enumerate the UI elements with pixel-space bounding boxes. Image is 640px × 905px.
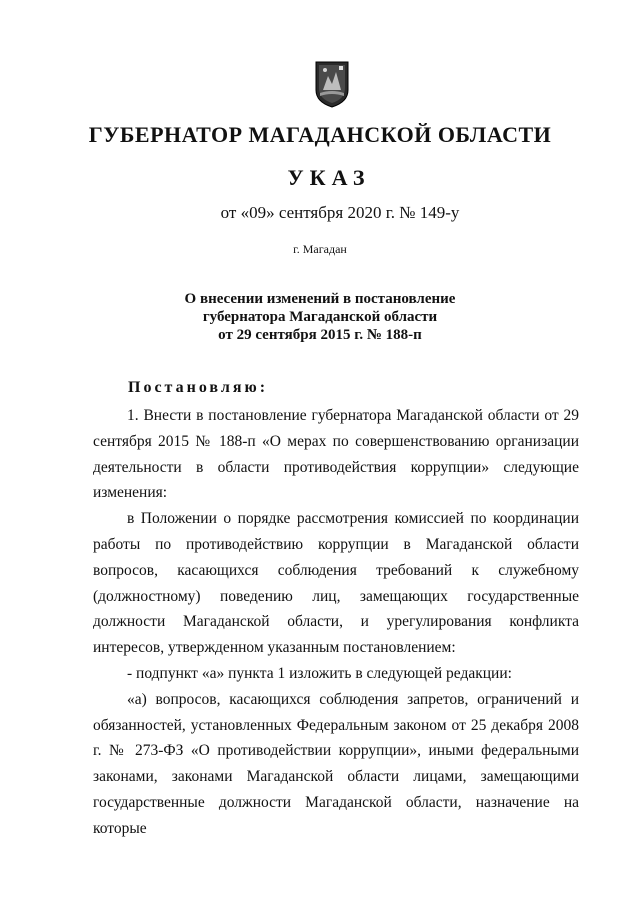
subject-line: губернатора Магаданской области bbox=[202, 309, 438, 325]
issue-city: г. Магадан bbox=[293, 242, 347, 256]
issuing-authority-title: ГУБЕРНАТОР МАГАДАНСКОЙ ОБЛАСТИ bbox=[88, 122, 552, 147]
body-paragraph: 1. Внести в постановление губернатора Магаданской области от 29 сентября 2015 № 188-п «О мерах по совершенствованию организации деятельности в области противодействия коррупции» следующие изменения: bbox=[93, 407, 579, 502]
body-paragraph: «а) вопросов, касающихся соблюдения запретов, ограничений и обязанностей, установленных Федеральным законом от 25 декабря 2008 г. № 273-ФЗ «О противодействии коррупции», иными федеральными законами, законами Магаданской области лицами, замещающими государственные должности Магаданской области, назначение на которые bbox=[93, 690, 579, 837]
document-body bbox=[93, 403, 579, 842]
document-type-heading: УКАЗ bbox=[287, 165, 371, 190]
date-and-number: от «09» сентября 2020 г. № 149-у bbox=[220, 203, 460, 222]
subject-line: от 29 сентября 2015 г. № 188-п bbox=[218, 327, 422, 343]
resolution-heading: Постановляю: bbox=[128, 379, 269, 396]
coat-of-arms-icon bbox=[314, 60, 350, 108]
body-paragraph: в Положении о порядке рассмотрения комиссией по координации работы по противодействию коррупции в Магаданской области вопросов, касающихся соблюдения требований к служебному (должностному) поведению лиц, замещающих государственные должности Магаданской области, и урегулирования конфликта интересов, утвержденном указанным постановлением: bbox=[93, 510, 579, 657]
coat-of-arms-emblem bbox=[314, 60, 350, 108]
body-paragraph: - подпункт «а» пункта 1 изложить в следующей редакции: bbox=[127, 664, 512, 682]
subject-line: О внесении изменений в постановление bbox=[184, 291, 456, 307]
document-subject bbox=[0, 290, 640, 344]
